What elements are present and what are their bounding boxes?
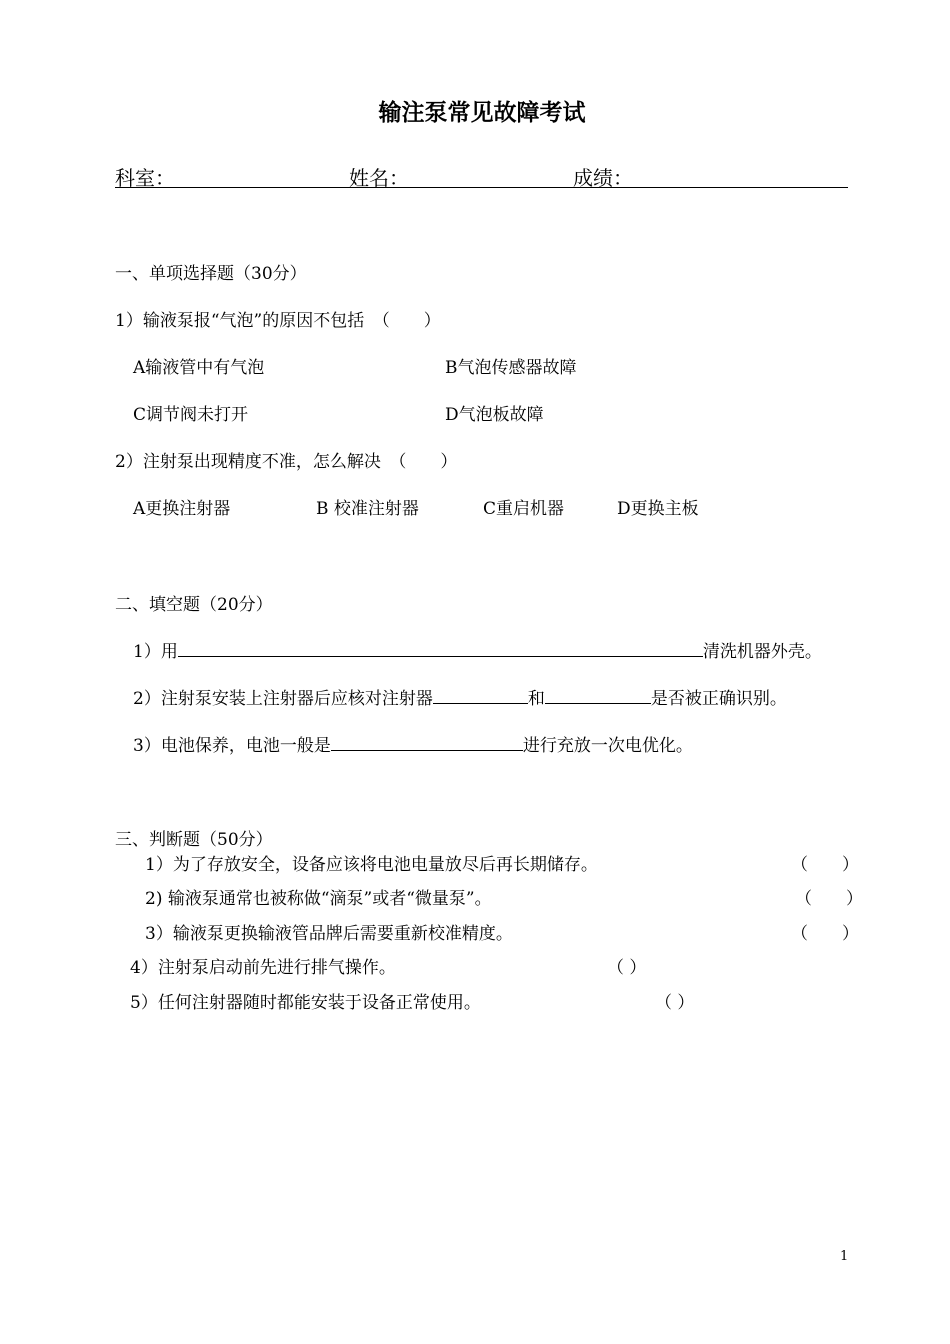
- judge-item-2-bracket[interactable]: （ ）: [795, 889, 863, 909]
- section2-heading: 二、填空题（20分）: [115, 595, 273, 615]
- q1-option-c: C调节阀未打开: [133, 405, 249, 425]
- section1-heading: 一、单项选择题（30分）: [115, 264, 307, 284]
- page-number: 1: [840, 1249, 849, 1264]
- q2-option-d: D更换主板: [617, 499, 699, 519]
- fill-question-2: [133, 684, 787, 709]
- fill-1-prefix: 1）用: [133, 642, 178, 662]
- fill-question-3: [133, 731, 693, 756]
- fill-question-1: [133, 637, 822, 662]
- fill-1-suffix: 清洗机器外壳。: [702, 642, 822, 662]
- q2-option-a: A更换注射器: [133, 499, 231, 519]
- section3-heading: 三、判断题（50分）: [115, 830, 273, 850]
- question-2-text: 2）注射泵出现精度不准，怎么解决 （ ）: [115, 452, 458, 472]
- fill-2-middle: 和: [527, 689, 545, 709]
- q2-option-b: B 校准注射器: [316, 499, 419, 519]
- name-label: 姓名：: [349, 166, 409, 190]
- q1-option-a: A输液管中有气泡: [133, 358, 265, 378]
- department-label: 科室：: [115, 166, 175, 190]
- q1-option-b: B气泡传感器故障: [445, 358, 577, 378]
- q2-option-c: C重启机器: [483, 499, 565, 519]
- q1-option-d: D气泡板故障: [445, 405, 544, 425]
- judge-item-1-bracket[interactable]: （ ）: [791, 855, 859, 875]
- fill-1-blank[interactable]: [178, 638, 703, 657]
- fill-3-blank[interactable]: [331, 732, 523, 751]
- judge-item-5-bracket[interactable]: （ ）: [655, 993, 695, 1013]
- judge-item-1: 1）为了存放安全，设备应该将电池电量放尽后再长期储存。: [145, 855, 598, 875]
- judge-item-5: 5）任何注射器随时都能安装于设备正常使用。: [130, 993, 481, 1013]
- info-underline: [115, 160, 848, 188]
- question-1-text: 1）输液泵报“气泡”的原因不包括 （ ）: [115, 311, 441, 331]
- judge-item-3-bracket[interactable]: （ ）: [791, 924, 859, 944]
- fill-2-suffix: 是否被正确识别。: [650, 689, 787, 709]
- fill-2-blank-1[interactable]: [433, 685, 528, 704]
- judge-item-4-bracket[interactable]: （ ）: [607, 958, 647, 978]
- score-label: 成绩：: [573, 166, 633, 190]
- judge-item-3: 3）输液泵更换输液管品牌后需要重新校准精度。: [145, 924, 513, 944]
- judge-item-4: 4）注射泵启动前先进行排气操作。: [130, 958, 396, 978]
- fill-3-suffix: 进行充放一次电优化。: [522, 736, 693, 756]
- exam-title: 输注泵常见故障考试: [378, 100, 586, 126]
- fill-3-prefix: 3）电池保养，电池一般是: [133, 736, 331, 756]
- judge-item-2: 2) 输液泵通常也被称做“滴泵”或者“微量泵”。: [145, 889, 492, 909]
- fill-2-blank-2[interactable]: [545, 685, 651, 704]
- fill-2-prefix: 2）注射泵安装上注射器后应核对注射器: [133, 689, 433, 709]
